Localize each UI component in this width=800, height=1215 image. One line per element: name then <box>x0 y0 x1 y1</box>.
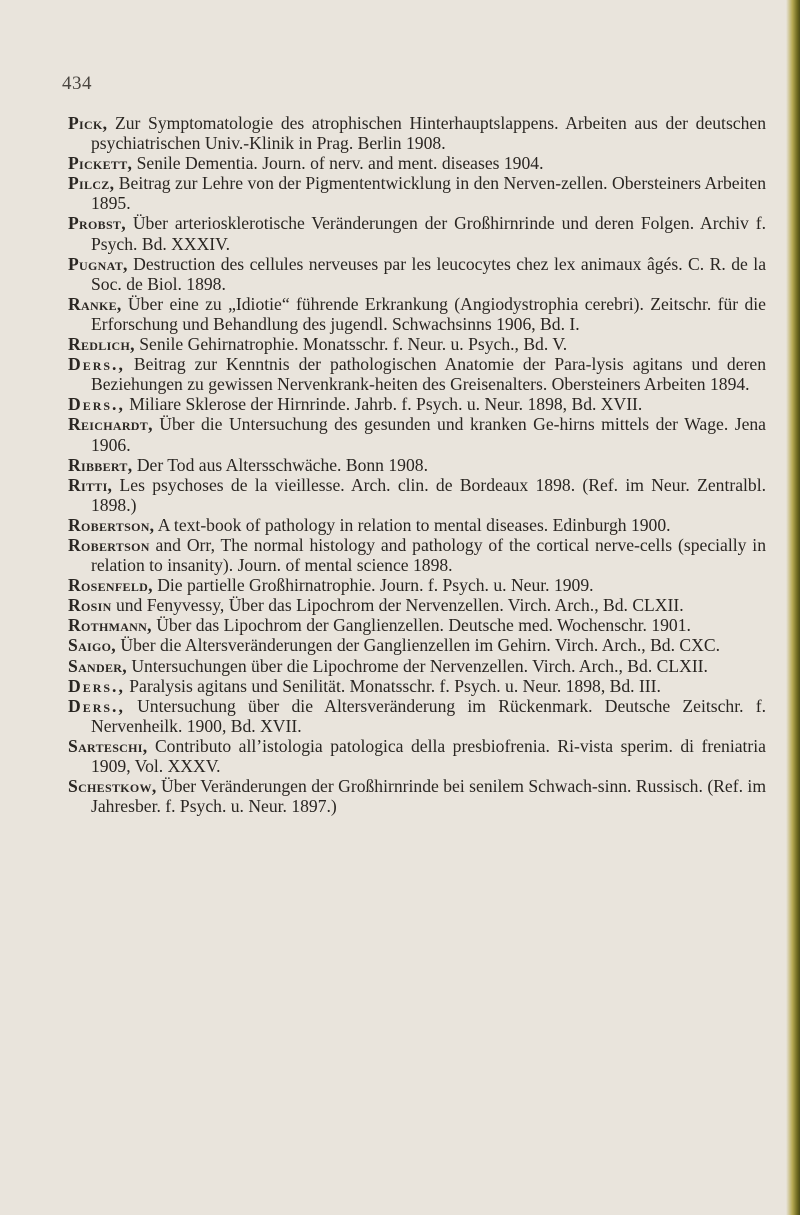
reference-entry <box>68 595 766 615</box>
reference-author: Robertson, <box>68 514 155 535</box>
reference-author: Ders., <box>68 675 125 696</box>
reference-entry <box>68 515 766 535</box>
reference-text: Paralysis agitans und Senilität. Monatsschr. f. Psych. u. Neur. 1898, Bd. III. <box>124 675 661 696</box>
reference-text: Über die Altersveränderungen der Ganglienzellen im Gehirn. Virch. Arch., Bd. CXC. <box>116 635 720 656</box>
reference-text: Les psychoses de la vieillesse. Arch. clin. de Bordeaux 1898. (Ref. im Neur. Zentralbl. 1898.) <box>91 474 766 515</box>
reference-text: Über Veränderungen der Großhirnrinde bei senilem Schwach-sinn. Russisch. (Ref. im Jahresber. f. Psych. u. Neur. 1897.) <box>91 776 766 817</box>
reference-entry <box>68 394 766 414</box>
reference-text: A text-book of pathology in relation to mental diseases. Edinburgh 1900. <box>154 514 671 535</box>
reference-entry <box>68 113 766 153</box>
reference-text: Untersuchungen über die Lipochrome der Nervenzellen. Virch. Arch., Bd. CLXII. <box>126 655 708 676</box>
reference-text: Über arteriosklerotische Veränderungen der Großhirnrinde und deren Folgen. Archiv f. Psych. Bd. XXXIV. <box>91 213 766 254</box>
reference-author: Ders., <box>68 695 125 716</box>
reference-author: Schestkow, <box>68 776 157 797</box>
reference-entry <box>68 294 766 334</box>
reference-text: Miliare Sklerose der Hirnrinde. Jahrb. f. Psych. u. Neur. 1898, Bd. XVII. <box>124 394 643 415</box>
reference-text: Über eine zu „Idiotie“ führende Erkrankung (Angiodystrophia cerebri). Zeitschr. für die Erforschung und Behandlung des jugendl. Schwachsinns 1906, Bd. I. <box>91 293 766 334</box>
reference-entry <box>68 455 766 475</box>
reference-entry <box>68 354 766 394</box>
reference-entry <box>68 676 766 696</box>
reference-entry <box>68 736 766 776</box>
reference-text: Untersuchung über die Altersveränderung im Rückenmark. Deutsche Zeitschr. f. Nervenheilk. 1900, Bd. XVII. <box>91 695 766 736</box>
reference-author: Robertson <box>68 534 150 555</box>
reference-author: Ders., <box>68 354 125 375</box>
reference-author: Pickett, <box>68 153 133 174</box>
reference-entry <box>68 475 766 515</box>
reference-text: Senile Gehirnatrophie. Monatsschr. f. Neur. u. Psych., Bd. V. <box>134 334 568 355</box>
reference-text: Destruction des cellules nerveuses par les leucocytes chez lex animaux âgés. C. R. de la Soc. de Biol. 1898. <box>91 253 766 294</box>
reference-author: Saigo, <box>68 635 116 656</box>
reference-text: and Orr, The normal histology and pathology of the cortical nerve-cells (specially in relation to insanity). Journ. of mental science 1898. <box>91 534 766 576</box>
reference-author: Probst, <box>68 213 126 234</box>
reference-text: Über das Lipochrom der Ganglienzellen. Deutsche med. Wochenschr. 1901. <box>151 615 691 636</box>
reference-author: Ranke, <box>68 293 122 314</box>
reference-author: Sarteschi, <box>68 735 148 756</box>
reference-author: Ritti, <box>68 474 113 495</box>
reference-text: Beitrag zur Kenntnis der pathologischen Anatomie der Para-lysis agitans und deren Beziehungen zu gewissen Nervenkrank-heiten des Greisenalters. Obersteiners Arbeiten 1894. <box>91 354 766 395</box>
reference-entry <box>68 776 766 816</box>
reference-text: Der Tod aus Altersschwäche. Bonn 1908. <box>132 454 428 475</box>
reference-text: Contributo all’istologia patologica della presbiofrenia. Ri-vista sperim. di freniatria 1909, Vol. XXXV. <box>91 735 766 776</box>
reference-entry <box>68 153 766 173</box>
reference-text: Zur Symptomatologie des atrophischen Hinterhauptslappens. Arbeiten aus der deutschen psychiatrischen Univ.-Klinik in Prag. Berlin 1908. <box>91 113 766 154</box>
reference-author: Rosin <box>68 595 112 616</box>
reference-entry <box>68 414 766 454</box>
reference-entry <box>68 334 766 354</box>
reference-text: Beitrag zur Lehre von der Pigmententwicklung in den Nerven-zellen. Obersteiners Arbeiten 1895. <box>91 173 766 214</box>
reference-entry <box>68 535 766 575</box>
page-number: 434 <box>62 73 92 94</box>
reference-entry <box>68 575 766 595</box>
reference-entry <box>68 254 766 294</box>
reference-author: Ribbert, <box>68 454 133 475</box>
reference-text: und Fenyvessy, Über das Lipochrom der Nervenzellen. Virch. Arch., Bd. CLXII. <box>111 595 684 616</box>
reference-author: Pick, <box>68 113 108 133</box>
reference-author: Rothmann, <box>68 615 152 636</box>
reference-text: Über die Untersuchung des gesunden und kranken Ge-hirns mittels der Wage. Jena 1906. <box>91 414 766 455</box>
reference-author: Ders., <box>68 394 125 415</box>
reference-text: Die partielle Großhirnatrophie. Journ. f. Psych. u. Neur. 1909. <box>152 575 594 596</box>
page-edge-shadow <box>786 0 800 1215</box>
reference-entry <box>68 656 766 676</box>
reference-entry <box>68 635 766 655</box>
reference-author: Sander, <box>68 655 127 676</box>
reference-entry <box>68 696 766 736</box>
reference-author: Redlich, <box>68 334 135 355</box>
reference-entry <box>68 173 766 213</box>
reference-author: Pilcz, <box>68 173 115 194</box>
reference-author: Reichardt, <box>68 414 153 435</box>
reference-entry <box>68 615 766 635</box>
reference-text: Senile Dementia. Journ. of nerv. and ment. diseases 1904. <box>132 153 544 174</box>
reference-list <box>68 113 766 816</box>
reference-entry <box>68 213 766 253</box>
reference-author: Pugnat, <box>68 253 128 274</box>
reference-author: Rosenfeld, <box>68 575 153 596</box>
